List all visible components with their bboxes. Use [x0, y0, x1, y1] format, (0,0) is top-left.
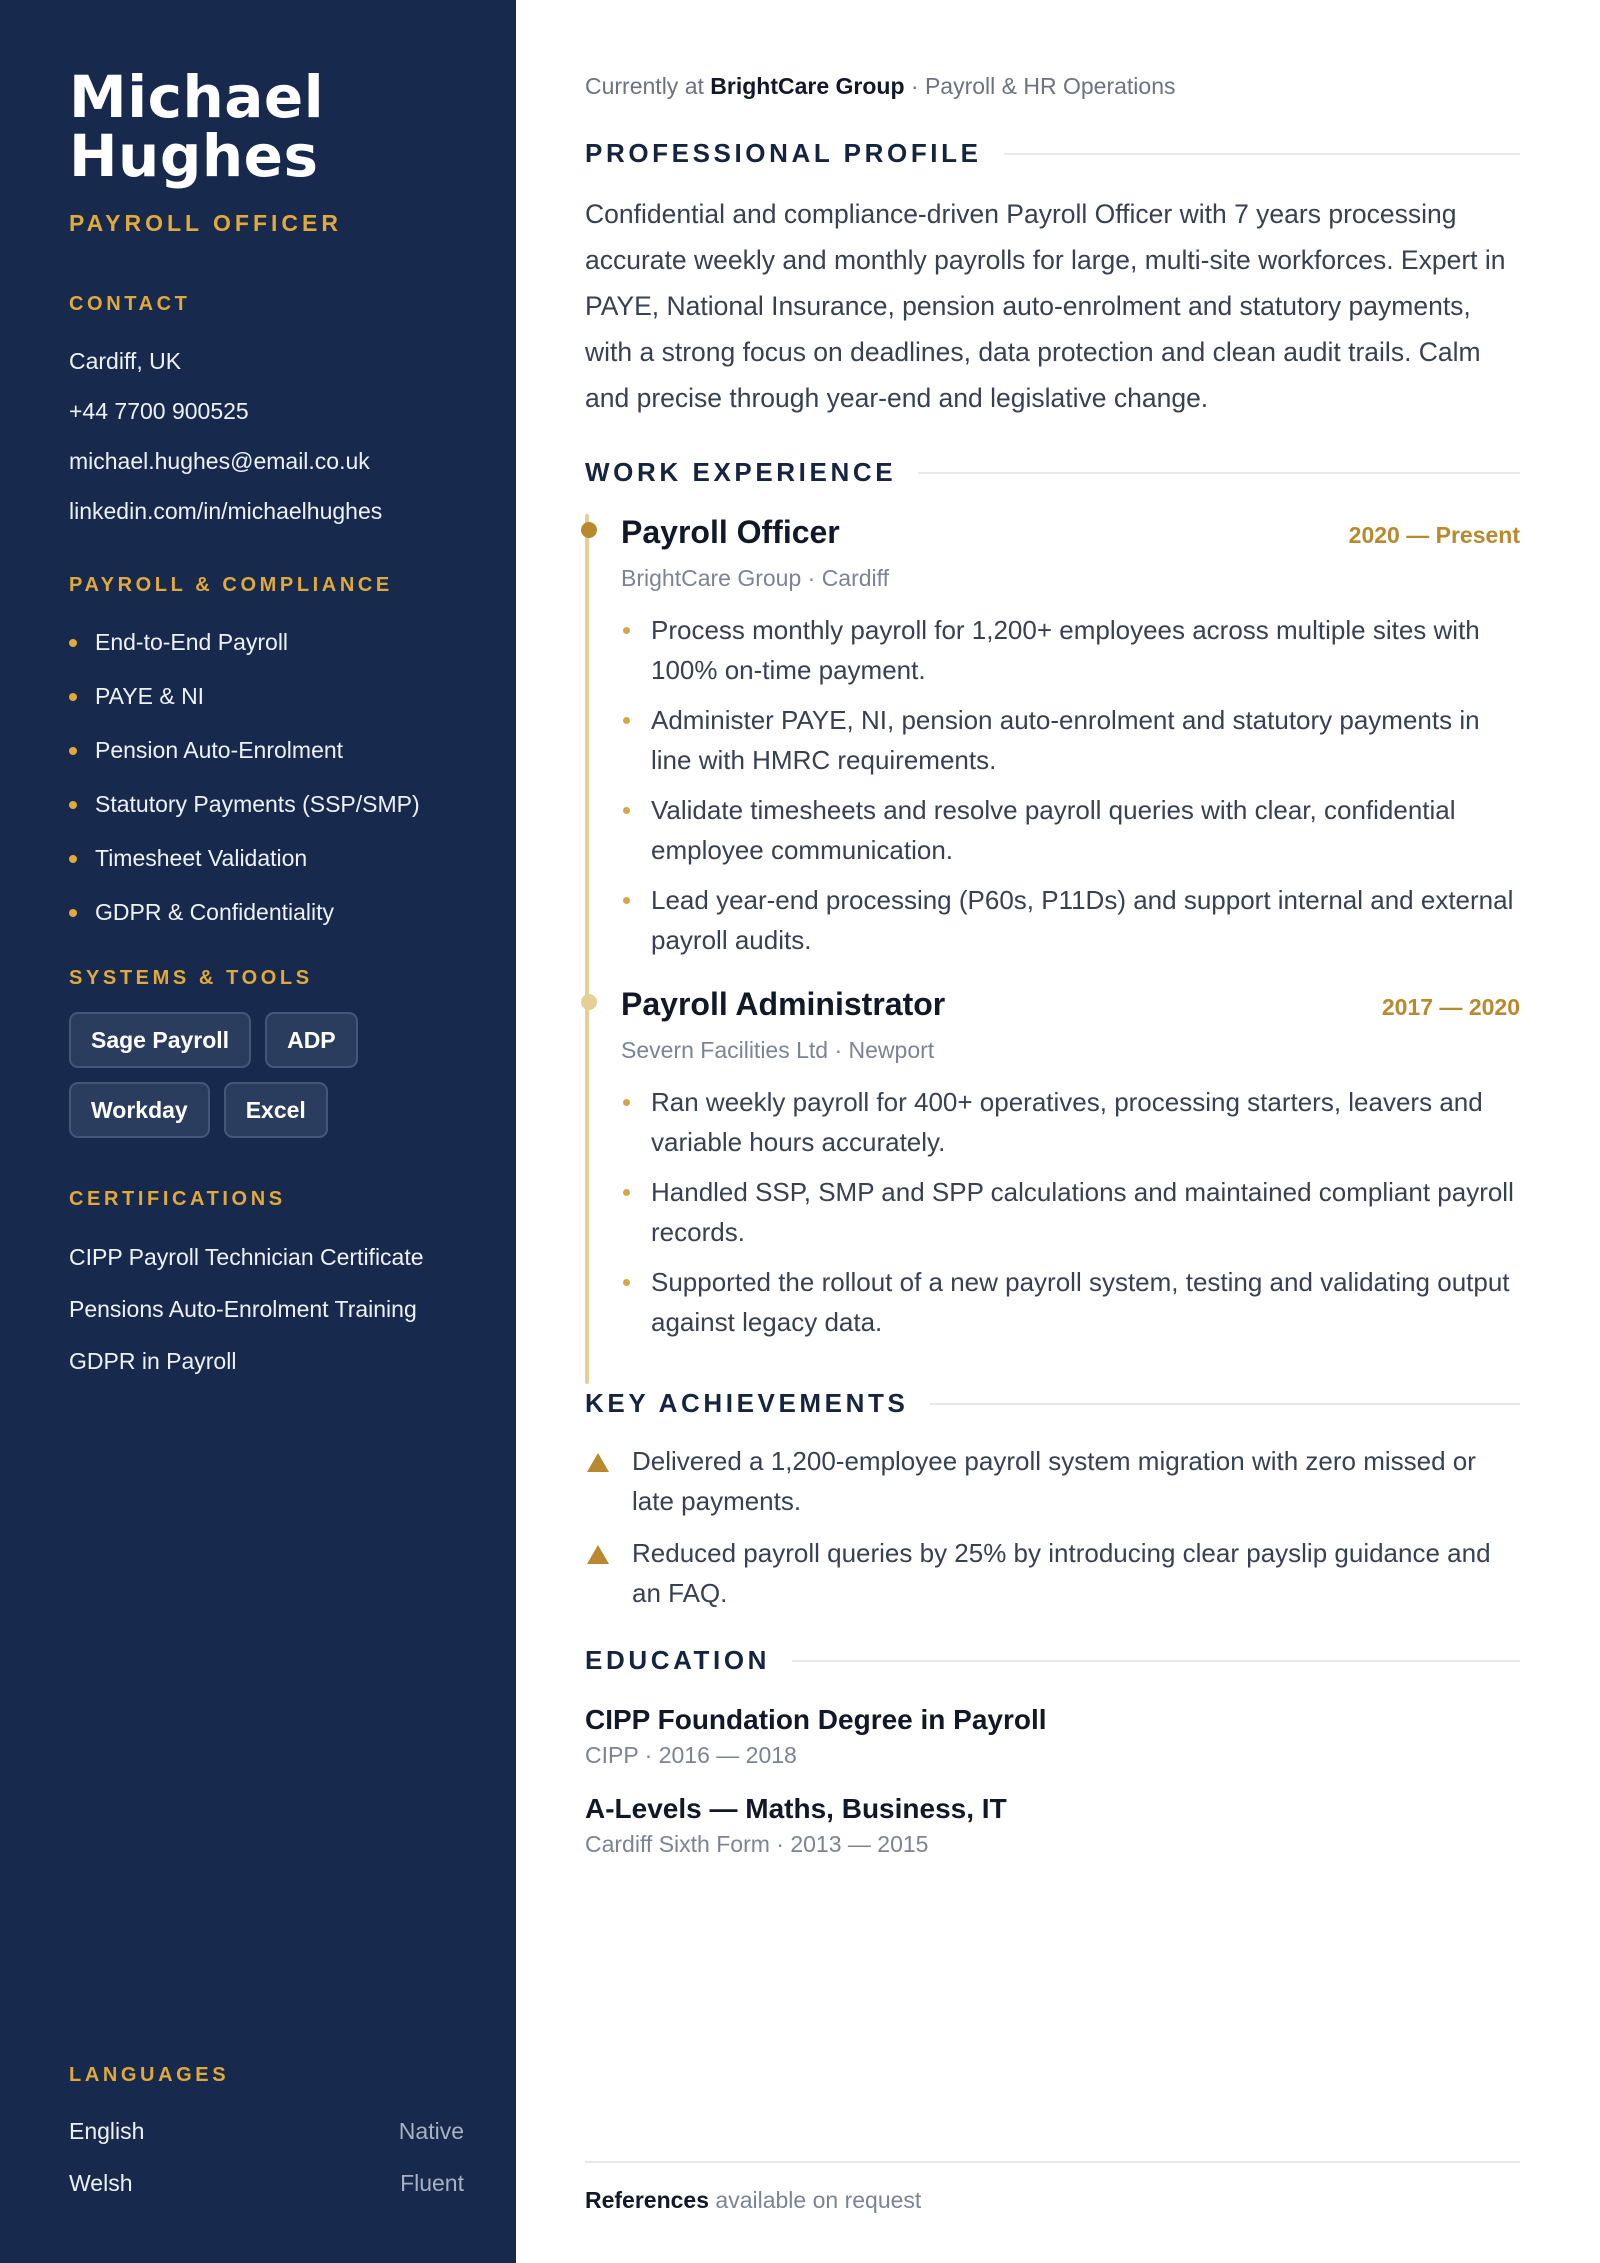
triangle-icon: [587, 1453, 609, 1472]
job-title: Payroll Administrator: [621, 986, 946, 1022]
achievement-item: [585, 1441, 1520, 1521]
education-title: A-Levels — Maths, Business, IT: [585, 1793, 1007, 1824]
current-company: BrightCare Group: [710, 73, 905, 99]
section-divider: [792, 1660, 1520, 1662]
current-prefix: Currently at: [585, 73, 704, 99]
achievement-item: [585, 1533, 1520, 1613]
achievements-list: [585, 1441, 1520, 1613]
certification-item: Pensions Auto-Enrolment Training: [69, 1296, 417, 1322]
tools-tags: [69, 1012, 449, 1138]
job-bullet: Validate timesheets and resolve payroll queries with clear, confidential employee communication.: [621, 790, 1520, 870]
contact-location: Cardiff, UK: [69, 348, 182, 374]
certifications-heading: CERTIFICATIONS: [69, 1188, 286, 1210]
candidate-name: [69, 63, 464, 190]
skill-item: PAYE & NI: [69, 669, 464, 723]
certifications-list: [69, 1231, 464, 1387]
timeline-dot: [581, 522, 597, 538]
tool-tag: Sage Payroll: [69, 1012, 251, 1068]
education-details: CIPP · 2016 — 2018: [585, 1742, 797, 1768]
languages-heading: LANGUAGES: [69, 2064, 230, 2086]
job-title: Payroll Officer: [621, 514, 840, 550]
contact-heading: CONTACT: [69, 293, 191, 315]
job-bullets: [621, 1082, 1520, 1342]
work-timeline: [585, 514, 1520, 1342]
section-divider: [930, 1403, 1520, 1405]
skill-item: Timesheet Validation: [69, 831, 464, 885]
achievement-text: Reduced payroll queries by 25% by introducing clear payslip guidance and an FAQ.: [632, 1538, 1491, 1608]
achievements-heading: [585, 1388, 1520, 1419]
job-dates: 2017 — 2020: [1381, 994, 1520, 1020]
skill-item: Pension Auto-Enrolment: [69, 723, 464, 777]
skill-item: End-to-End Payroll: [69, 615, 464, 669]
education-heading: [585, 1645, 1520, 1676]
skills-list: [69, 615, 464, 939]
work-heading: [585, 457, 1520, 488]
references-label: References: [585, 2187, 710, 2213]
language-level: Native: [398, 2118, 464, 2144]
references-text: available on request: [715, 2187, 922, 2213]
languages-section: [69, 2064, 464, 2209]
tool-tag: Workday: [69, 1082, 210, 1138]
last-name: Hughes: [69, 122, 319, 190]
work-heading-text: WORK EXPERIENCE: [585, 457, 897, 487]
timeline-dot: [581, 994, 597, 1010]
section-divider: [1004, 153, 1520, 155]
contact-linkedin[interactable]: linkedin.com/in/michaelhughes: [69, 498, 383, 524]
language-name: English: [69, 2118, 145, 2144]
triangle-icon: [587, 1545, 609, 1564]
skill-item: Statutory Payments (SSP/SMP): [69, 777, 464, 831]
profile-heading: [585, 138, 1520, 169]
contact-list: [69, 336, 464, 536]
language-row: [69, 2157, 464, 2209]
language-name: Welsh: [69, 2170, 133, 2196]
job-entry: [621, 986, 1520, 1342]
job-bullet: Supported the rollout of a new payroll system, testing and validating output against legacy data.: [621, 1262, 1520, 1342]
current-suffix: · Payroll & HR Operations: [910, 73, 1176, 99]
certification-item: CIPP Payroll Technician Certificate: [69, 1244, 424, 1270]
skills-heading: PAYROLL & COMPLIANCE: [69, 574, 393, 596]
contact-phone[interactable]: +44 7700 900525: [69, 398, 249, 424]
main-content: [516, 0, 1600, 2263]
job-entry: [621, 514, 1520, 960]
education-details: Cardiff Sixth Form · 2013 — 2015: [585, 1831, 929, 1857]
job-header: [621, 986, 1520, 1023]
achievements-heading-text: KEY ACHIEVEMENTS: [585, 1388, 909, 1418]
job-bullet: Administer PAYE, NI, pension auto-enrolment and statutory payments in line with HMRC requirements.: [621, 700, 1520, 780]
current-position: [585, 70, 1520, 102]
certification-item: GDPR in Payroll: [69, 1348, 237, 1374]
skill-item: GDPR & Confidentiality: [69, 885, 464, 939]
job-role: PAYROLL OFFICER: [69, 210, 342, 236]
languages-list: [69, 2105, 464, 2209]
references-footer: [585, 2161, 1520, 2214]
job-bullet: Lead year-end processing (P60s, P11Ds) and support internal and external payroll audits.: [621, 880, 1520, 960]
achievement-text: Delivered a 1,200-employee payroll system migration with zero missed or late payments.: [632, 1446, 1476, 1516]
profile-text: Confidential and compliance-driven Payroll Officer with 7 years processing accurate weekly and monthly payrolls for large, multi-site workforces. Expert in PAYE, National Insurance, pension auto-enrolment and statutory payments, with a strong focus on deadlines, data protection and clean audit trails. Calm and precise through year-end and legislative change.: [585, 199, 1506, 413]
section-divider: [918, 472, 1520, 474]
education-item: [585, 1704, 1520, 1769]
job-company: BrightCare Group · Cardiff: [621, 565, 890, 591]
language-row: [69, 2105, 464, 2157]
job-bullets: [621, 610, 1520, 960]
education-title: CIPP Foundation Degree in Payroll: [585, 1704, 1047, 1735]
job-company: Severn Facilities Ltd · Newport: [621, 1037, 935, 1063]
job-header: [621, 514, 1520, 551]
job-bullet: Handled SSP, SMP and SPP calculations and maintained compliant payroll records.: [621, 1172, 1520, 1252]
education-list: [585, 1704, 1520, 1858]
contact-email[interactable]: michael.hughes@email.co.uk: [69, 448, 370, 474]
sidebar: [0, 0, 516, 2263]
tool-tag: Excel: [224, 1082, 328, 1138]
tools-heading: SYSTEMS & TOOLS: [69, 967, 313, 989]
tool-tag: ADP: [265, 1012, 358, 1068]
job-bullet: Process monthly payroll for 1,200+ employees across multiple sites with 100% on-time payment.: [621, 610, 1520, 690]
job-bullet: Ran weekly payroll for 400+ operatives, processing starters, leavers and variable hours accurately.: [621, 1082, 1520, 1162]
education-item: [585, 1793, 1520, 1858]
timeline-line: [585, 514, 589, 1384]
profile-heading-text: PROFESSIONAL PROFILE: [585, 138, 982, 168]
education-heading-text: EDUCATION: [585, 1645, 771, 1675]
language-level: Fluent: [400, 2170, 464, 2196]
job-dates: 2020 — Present: [1348, 522, 1520, 548]
first-name: Michael: [69, 63, 325, 131]
